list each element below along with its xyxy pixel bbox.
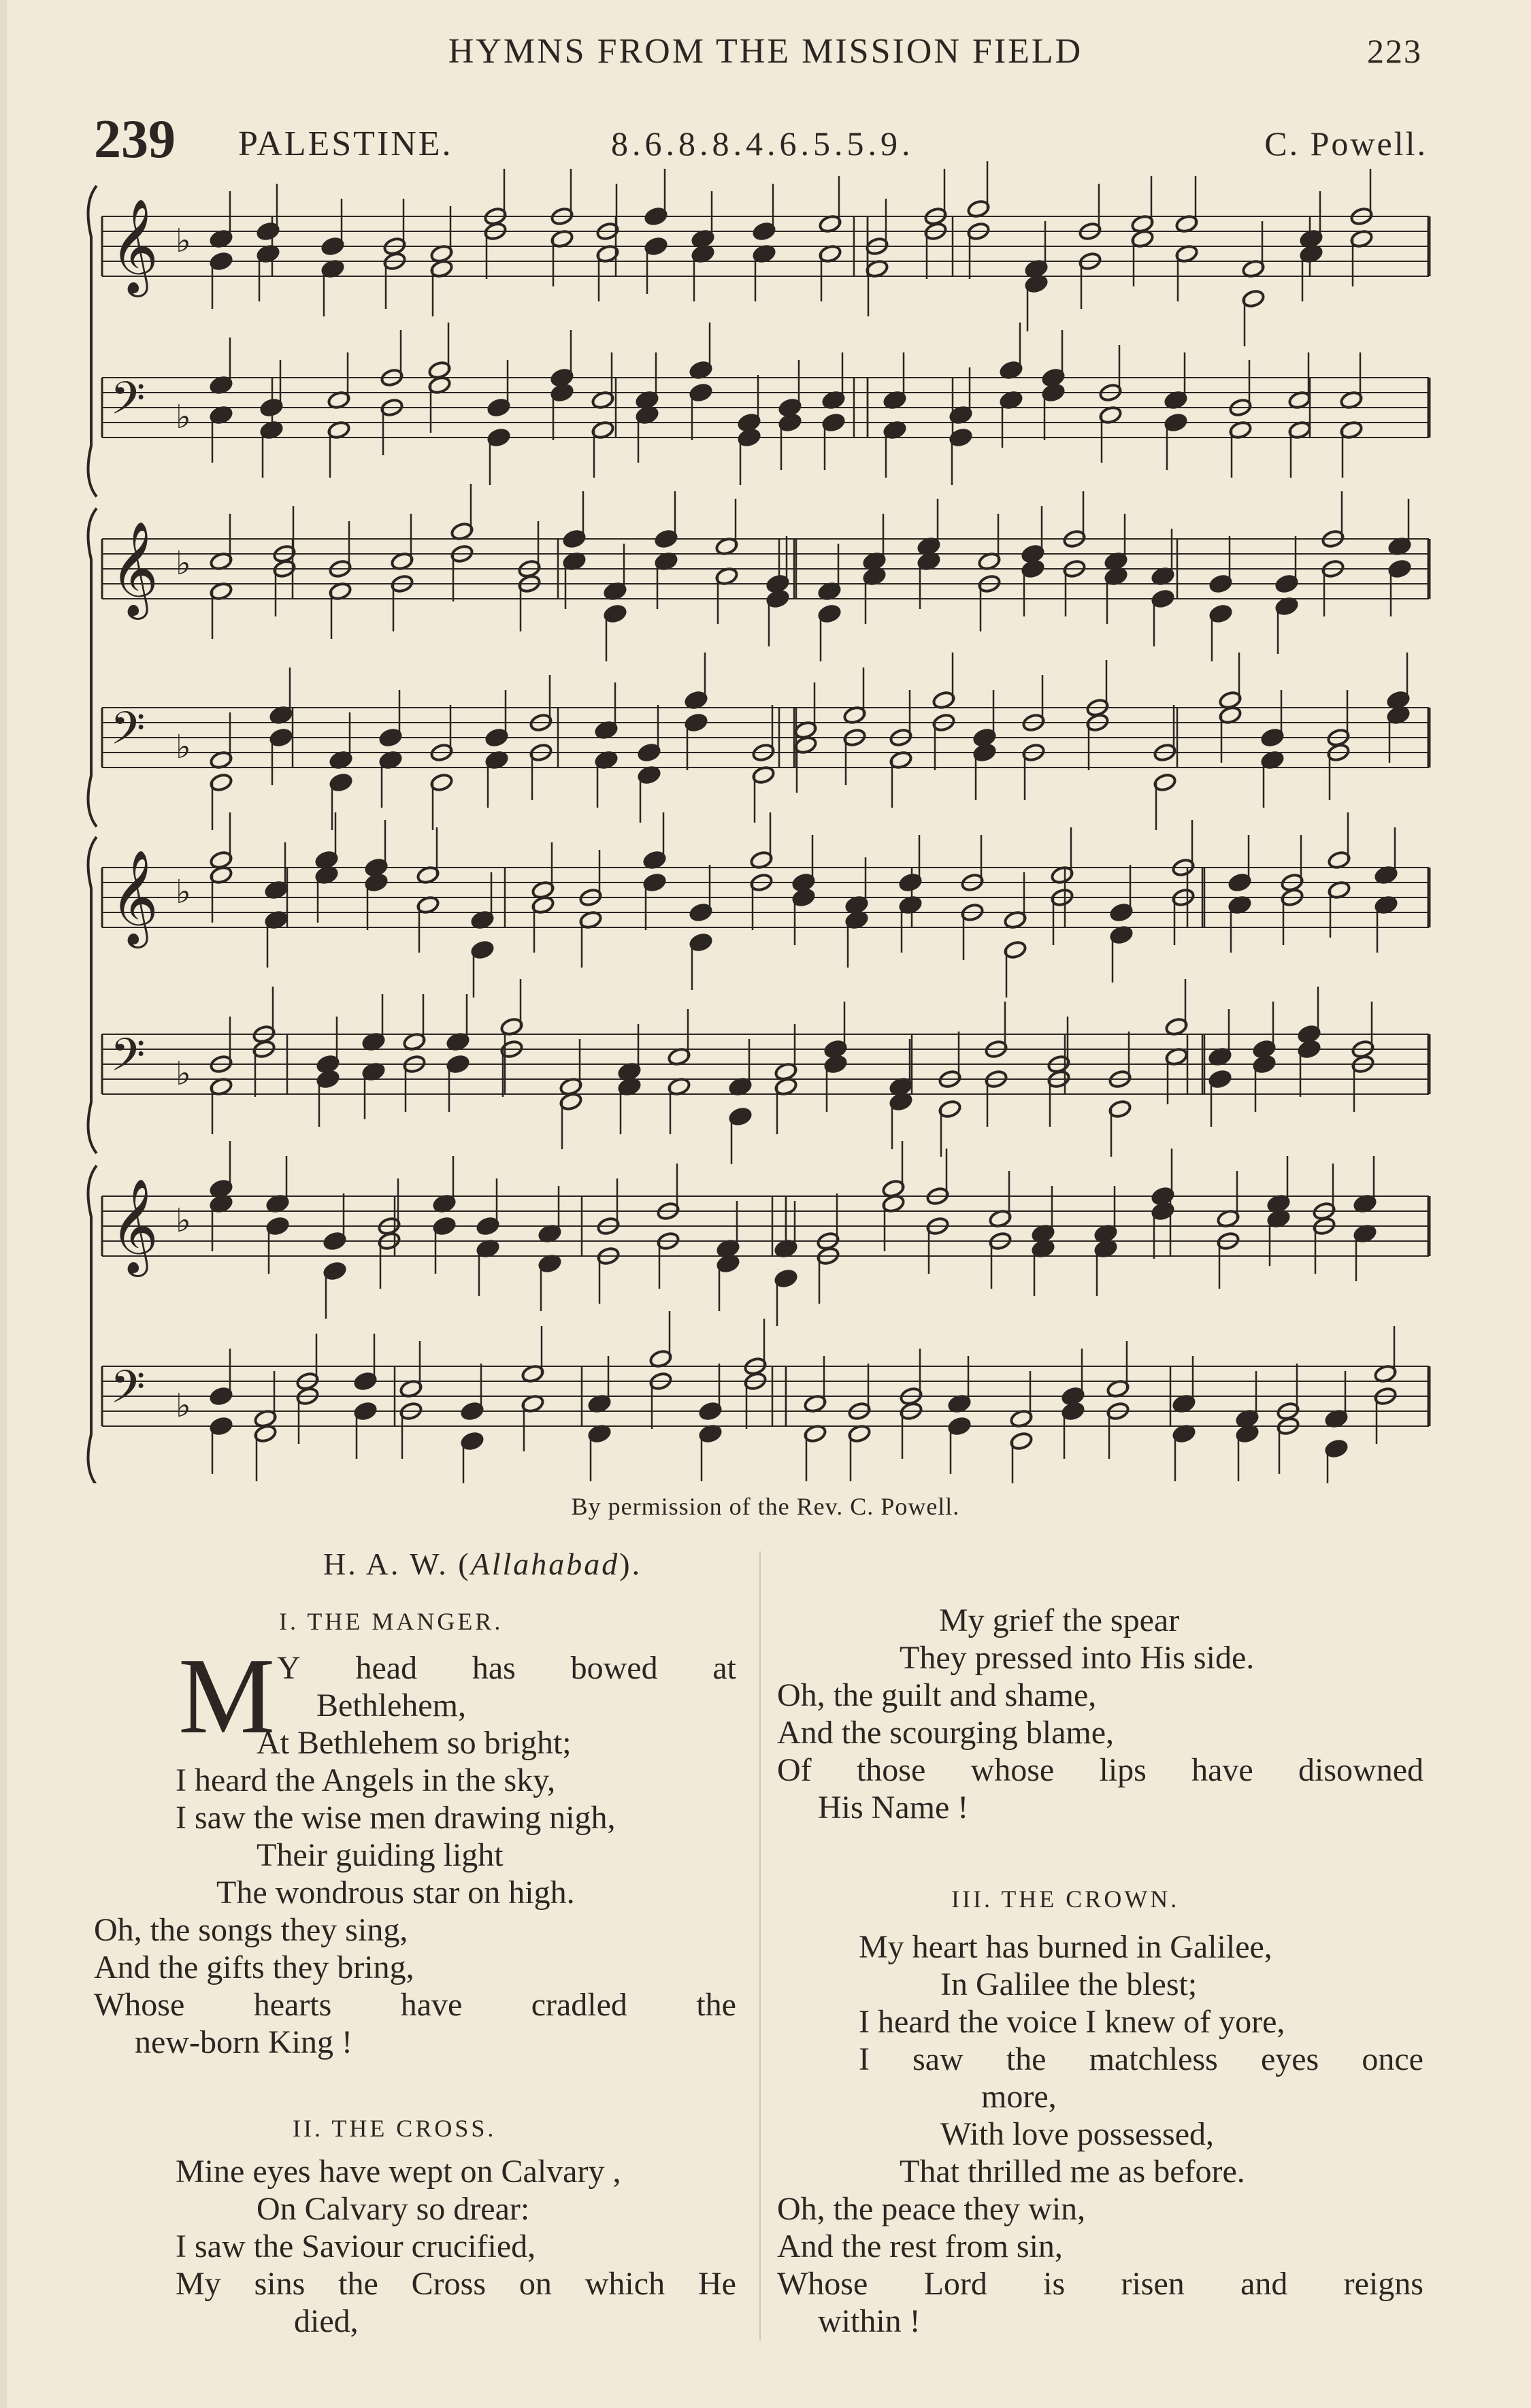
- bass-clef: 𝄢: [110, 702, 146, 765]
- column-divider: [759, 1551, 761, 2341]
- verse-word: have: [1191, 1752, 1253, 1788]
- verse-line: Oh, the guilt and shame,: [777, 1677, 1097, 1713]
- verse-line: The wondrous star on high.: [216, 1875, 575, 1911]
- verse-word: Lord: [923, 2266, 987, 2302]
- treble-clef: 𝄞: [110, 1178, 159, 1273]
- verse-line: [777, 2265, 1423, 2303]
- verse-word: Whose: [94, 1987, 185, 2023]
- key-signature-flat: ♭: [176, 1055, 191, 1093]
- verse-word: bowed: [570, 1650, 658, 1686]
- section-title-crown: III. THE CROWN.: [951, 1885, 1180, 1913]
- verse-line: [176, 2265, 736, 2303]
- verse-line: [777, 1751, 1423, 1789]
- verse-word: lips: [1099, 1752, 1147, 1788]
- system-brace: [88, 508, 97, 827]
- verse-word: saw: [912, 2041, 964, 2077]
- running-head: HYMNS FROM THE MISSION FIELD: [448, 32, 1083, 71]
- verse-line: With love possessed,: [940, 2116, 1215, 2152]
- verse-word: hearts: [253, 1987, 332, 2023]
- verse-word: once: [1362, 2041, 1423, 2077]
- verse-word: risen: [1121, 2266, 1185, 2302]
- verse-word: eyes: [1260, 2041, 1319, 2077]
- verse-line: Oh, the peace they win,: [777, 2191, 1086, 2227]
- permission-note: By permission of the Rev. C. Powell.: [571, 1493, 960, 1520]
- author-line: H. A. W. (Allahabad).: [323, 1547, 642, 1581]
- verse-word: the: [338, 2266, 378, 2302]
- verse-line: They pressed into His side.: [900, 1640, 1255, 1676]
- verse-word: and: [1240, 2266, 1288, 2302]
- tune-name: PALESTINE.: [238, 125, 453, 163]
- verse-word: Cross: [411, 2266, 487, 2302]
- treble-clef: 𝄞: [110, 850, 159, 944]
- verse-line: My grief the spear: [939, 1602, 1180, 1638]
- key-signature-flat: ♭: [176, 222, 191, 260]
- verse-line: Mine eyes have wept on Calvary ,: [176, 2154, 621, 2190]
- treble-clef: 𝄞: [110, 521, 159, 616]
- verse-word: has: [472, 1650, 516, 1686]
- system-brace: [88, 1166, 97, 1483]
- key-signature-flat: ♭: [176, 544, 191, 582]
- verse-word: those: [856, 1752, 926, 1788]
- bass-clef: 𝄢: [110, 1029, 146, 1092]
- verse-line: Their guiding light: [257, 1837, 504, 1873]
- verse-word: Of: [777, 1752, 812, 1788]
- verse-line: And the scourging blame,: [777, 1715, 1115, 1751]
- system-brace: [88, 186, 97, 497]
- verse-word: matchless: [1089, 2041, 1218, 2077]
- treble-clef: 𝄞: [110, 199, 159, 293]
- verse-line: His Name !: [818, 1789, 969, 1826]
- verse-line: [94, 1986, 736, 2024]
- verse-line: [277, 1649, 736, 1687]
- verse-line: new-born King !: [135, 2024, 352, 2060]
- drop-cap: M: [178, 1635, 276, 1756]
- verse-word: My: [176, 2266, 221, 2302]
- key-signature-flat: ♭: [176, 398, 191, 436]
- verse-line: I heard the voice I knew of yore,: [859, 2004, 1285, 2040]
- verse-word: on: [518, 2266, 552, 2302]
- verse-line: And the rest from sin,: [777, 2228, 1063, 2264]
- key-signature-flat: ♭: [176, 1202, 191, 1240]
- section-title-cross: II. THE CROSS.: [293, 2115, 497, 2142]
- hymn-number: 239: [94, 110, 176, 169]
- verse-word: I: [859, 2041, 870, 2077]
- key-signature-flat: ♭: [176, 728, 191, 766]
- verse-line: within !: [818, 2303, 921, 2339]
- verse-line: That thrilled me as before.: [900, 2154, 1245, 2190]
- section-title-manger: I. THE MANGER.: [279, 1608, 504, 1635]
- meter: 8.6.8.8.4.6.5.5.9.: [611, 125, 915, 163]
- verse-line: more,: [981, 2079, 1057, 2115]
- verse-word: which: [585, 2266, 665, 2302]
- verse-line: I heard the Angels in the sky,: [176, 1762, 556, 1798]
- verse-word: cradled: [531, 1987, 627, 2023]
- verse-word: He: [697, 2266, 736, 2302]
- key-signature-flat: ♭: [176, 873, 191, 911]
- verse-word: Y: [277, 1650, 301, 1686]
- verse-line: At Bethlehem so bright;: [257, 1725, 572, 1761]
- bass-clef: 𝄢: [110, 372, 146, 435]
- verse-line: [859, 2041, 1423, 2078]
- verse-word: is: [1043, 2266, 1066, 2302]
- verse-line: I saw the wise men drawing nigh,: [176, 1800, 616, 1836]
- verse-line: I saw the Saviour crucified,: [176, 2228, 536, 2264]
- verse-word: the: [696, 1987, 736, 2023]
- verse-line: In Galilee the blest;: [940, 1966, 1198, 2002]
- verse-word: Whose: [777, 2266, 868, 2302]
- composer: C. Powell.: [1264, 125, 1428, 163]
- verse-line: Oh, the songs they sing,: [94, 1912, 408, 1948]
- verse-line: died,: [294, 2303, 359, 2339]
- verse-word: whose: [970, 1752, 1055, 1788]
- author-initials: H. A. W.: [323, 1547, 448, 1581]
- verse-line: And the gifts they bring,: [94, 1949, 414, 1985]
- system-brace: [88, 837, 97, 1153]
- verse-word: disowned: [1298, 1752, 1423, 1788]
- verse-word: have: [400, 1987, 463, 2023]
- verse-word: the: [1006, 2041, 1047, 2077]
- verse-word: at: [712, 1650, 736, 1686]
- verse-line: Bethlehem,: [316, 1687, 466, 1723]
- verse-line: My heart has burned in Galilee,: [859, 1929, 1272, 1965]
- verse-word: head: [355, 1650, 418, 1686]
- bass-clef: 𝄢: [110, 1361, 146, 1424]
- verse-line: On Calvary so drear:: [257, 2191, 530, 2227]
- key-signature-flat: ♭: [176, 1387, 191, 1425]
- verse-word: sins: [254, 2266, 306, 2302]
- page-number: 223: [1367, 32, 1422, 70]
- verse-word: reigns: [1343, 2266, 1423, 2302]
- author-place: Allahabad: [470, 1547, 620, 1581]
